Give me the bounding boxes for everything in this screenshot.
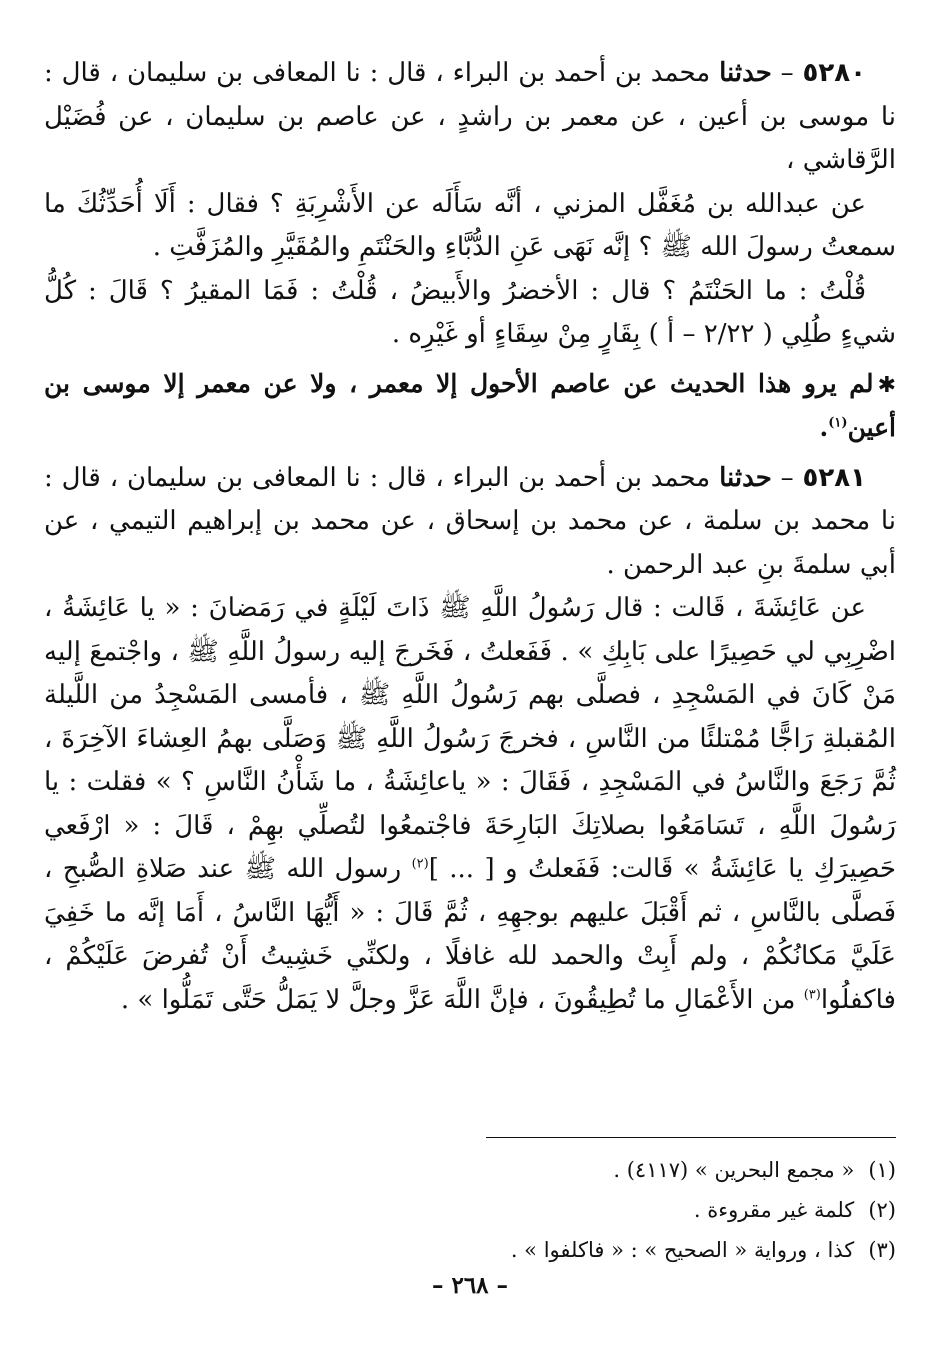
hadith-lead-word: حدثنا: [719, 58, 772, 88]
hadith-number: ٥٢٨١: [802, 462, 866, 493]
matn-part-1: عن عَائِشَةَ ، قَالت : قال رَسُولُ اللَّهِ ﷺ ذَاتَ لَيْلَةٍ في رَمَضانَ : « يا عَائِشَةُ ، اضْرِبِي لي حَصِيرًا على بَابِكِ » . فَفَعلتُ ، فَخَرجَ إليه رسولُ اللَّهِ ﷺ ، واجْتمعَ إليه مَنْ كَانَ في المَسْجِدِ ، فصلَّى بهم رَسُولُ اللَّهِ ﷺ ، فأمسى المَسْجِدُ من اللَّيلة المُقبلةِ رَاجًّا مُمْتلئًا من النَّاسِ ، فخرجَ رَسُولُ اللَّهِ ﷺ وَصَلَّى بهمُ العِشاءَ الآخِرَةَ ، ثُمَّ رَجَعَ والنَّاسُ في المَسْجِدِ ، فَقَالَ : « ياعائِشَةُ ، ما شَأْنُ النَّاسِ ؟ » فقلت : يا رَسُولَ اللَّهِ ، تَسَامَعُوا بصلاتِكَ البَارِحَةَ فاجْتمعُوا لتُصلِّي بهِمْ ، قَالَ : « ارْفَعي حَصِيرَكِ يا عَائِشَةُ » قَالت: فَفَعلتُ و [ ... ]: [44, 593, 896, 884]
book-page: [44, 52, 896, 1332]
footnote-2: [44, 1190, 896, 1230]
footnote-ref: (٢): [411, 856, 429, 872]
footnote-ref: (١): [828, 415, 848, 431]
footnote-divider: [486, 1137, 896, 1138]
footnote-number: (٢): [868, 1198, 896, 1222]
note-end: .: [819, 412, 829, 442]
footnotes: [44, 1150, 896, 1270]
footnote-ref: (٣): [803, 986, 821, 1002]
hadith-number: ٥٢٨٠: [802, 58, 866, 88]
footnote-number: (١): [868, 1158, 896, 1182]
hadith-lead-word: حدثنا: [719, 462, 772, 493]
hadith-5280-isnad: [44, 52, 896, 183]
star-icon: ✱: [877, 372, 896, 398]
hadith-dash: –: [771, 58, 803, 88]
footnote-text: « مجمع البحرين » (٤١١٧) .: [613, 1158, 855, 1182]
footnote-text: كلمة غير مقروءة .: [693, 1198, 855, 1222]
hadith-5281: [44, 457, 896, 1023]
note-text: لم يرو هذا الحديث عن عاصم الأحول إلا معمر ، ولا عن معمر إلا موسى بن أعين: [44, 368, 896, 442]
footnote-text: كذا ، ورواية « الصحيح » : « فاكلفوا » .: [510, 1238, 855, 1262]
hadith-5280: [44, 52, 896, 449]
hadith-dash: –: [771, 462, 803, 493]
hadith-text: محمد بن أحمد بن البراء ، قال : نا المعافى بن سليمان ، قال : نا موسى بن أعين ، عن معمر بن راشدٍ ، عن عاصم بن سليمان ، عن فُضَيْل الرَّقاشي ،: [44, 58, 896, 175]
hadith-text: محمد بن أحمد بن البراء ، قال : نا المعافى بن سليمان ، قال : نا محمد بن سلمة ، عن محمد بن إسحاق ، عن محمد بن إبراهيم التيمي ، عن أبي سلمةَ بنِ عبد الرحمن .: [44, 462, 896, 580]
hadith-5281-matn: [44, 587, 896, 1022]
hadith-5280-note: [44, 363, 896, 449]
matn-part-2: رسول الله ﷺ عند صَلاةِ الصُّبحِ ، فَصلَّى بالنَّاسِ ، ثم أَقْبَلَ عليهم بوجهِهِ ، ثُمَّ قَالَ : « أَيُّهَا النَّاسُ ، أَمَا إنَّه ما خَفِيَ عَلَيَّ مَكانُكُمْ ، ولم أَبِتْ والحمد لله غافلًا ، ولكنِّي خَشِيتُ أَنْ تُفرضَ عَلَيْكُمْ ، فاكفلُوا: [44, 854, 896, 1015]
page-number: – ٢٦٨ –: [431, 1272, 509, 1299]
footnote-3: [44, 1230, 896, 1270]
footnote-number: (٣): [868, 1238, 896, 1262]
matn-part-3: من الأَعْمَالِ ما تُطِيقُونَ ، فإنَّ اللَّهَ عَزَّ وجلَّ لا يَمَلُّ حَتَّى تَمَلُّوا » .: [120, 984, 804, 1015]
footnote-1: [44, 1150, 896, 1190]
hadith-5280-matn: عن عبدالله بن مُغَفَّل المزني ، أنَّه سَأَلَه عن الأَشْرِبَةِ ؟ فقال : أَلَا أُحَدِّثُكَ ما سمعتُ رسولَ الله ﷺ ؟ إنَّه نَهَى عَنِ الدُّبَّاءِ والحَنْتَمِ والمُقَيَّرِ والمُزَفَّتِ .: [44, 188, 896, 262]
hadith-5281-isnad: [44, 457, 896, 588]
hadith-5280-explanation: قُلْتُ : ما الحَنْتَمُ ؟ قال : الأخضرُ والأَبيضُ ، قُلْتُ : فَمَا المقيرُ ؟ قَالَ : كُلُّ شيءٍ طُلِي ( ٢/٢٢ – أ ) بِقَارٍ مِنْ سِقَاءٍ أو غَيْرِه .: [44, 275, 896, 349]
